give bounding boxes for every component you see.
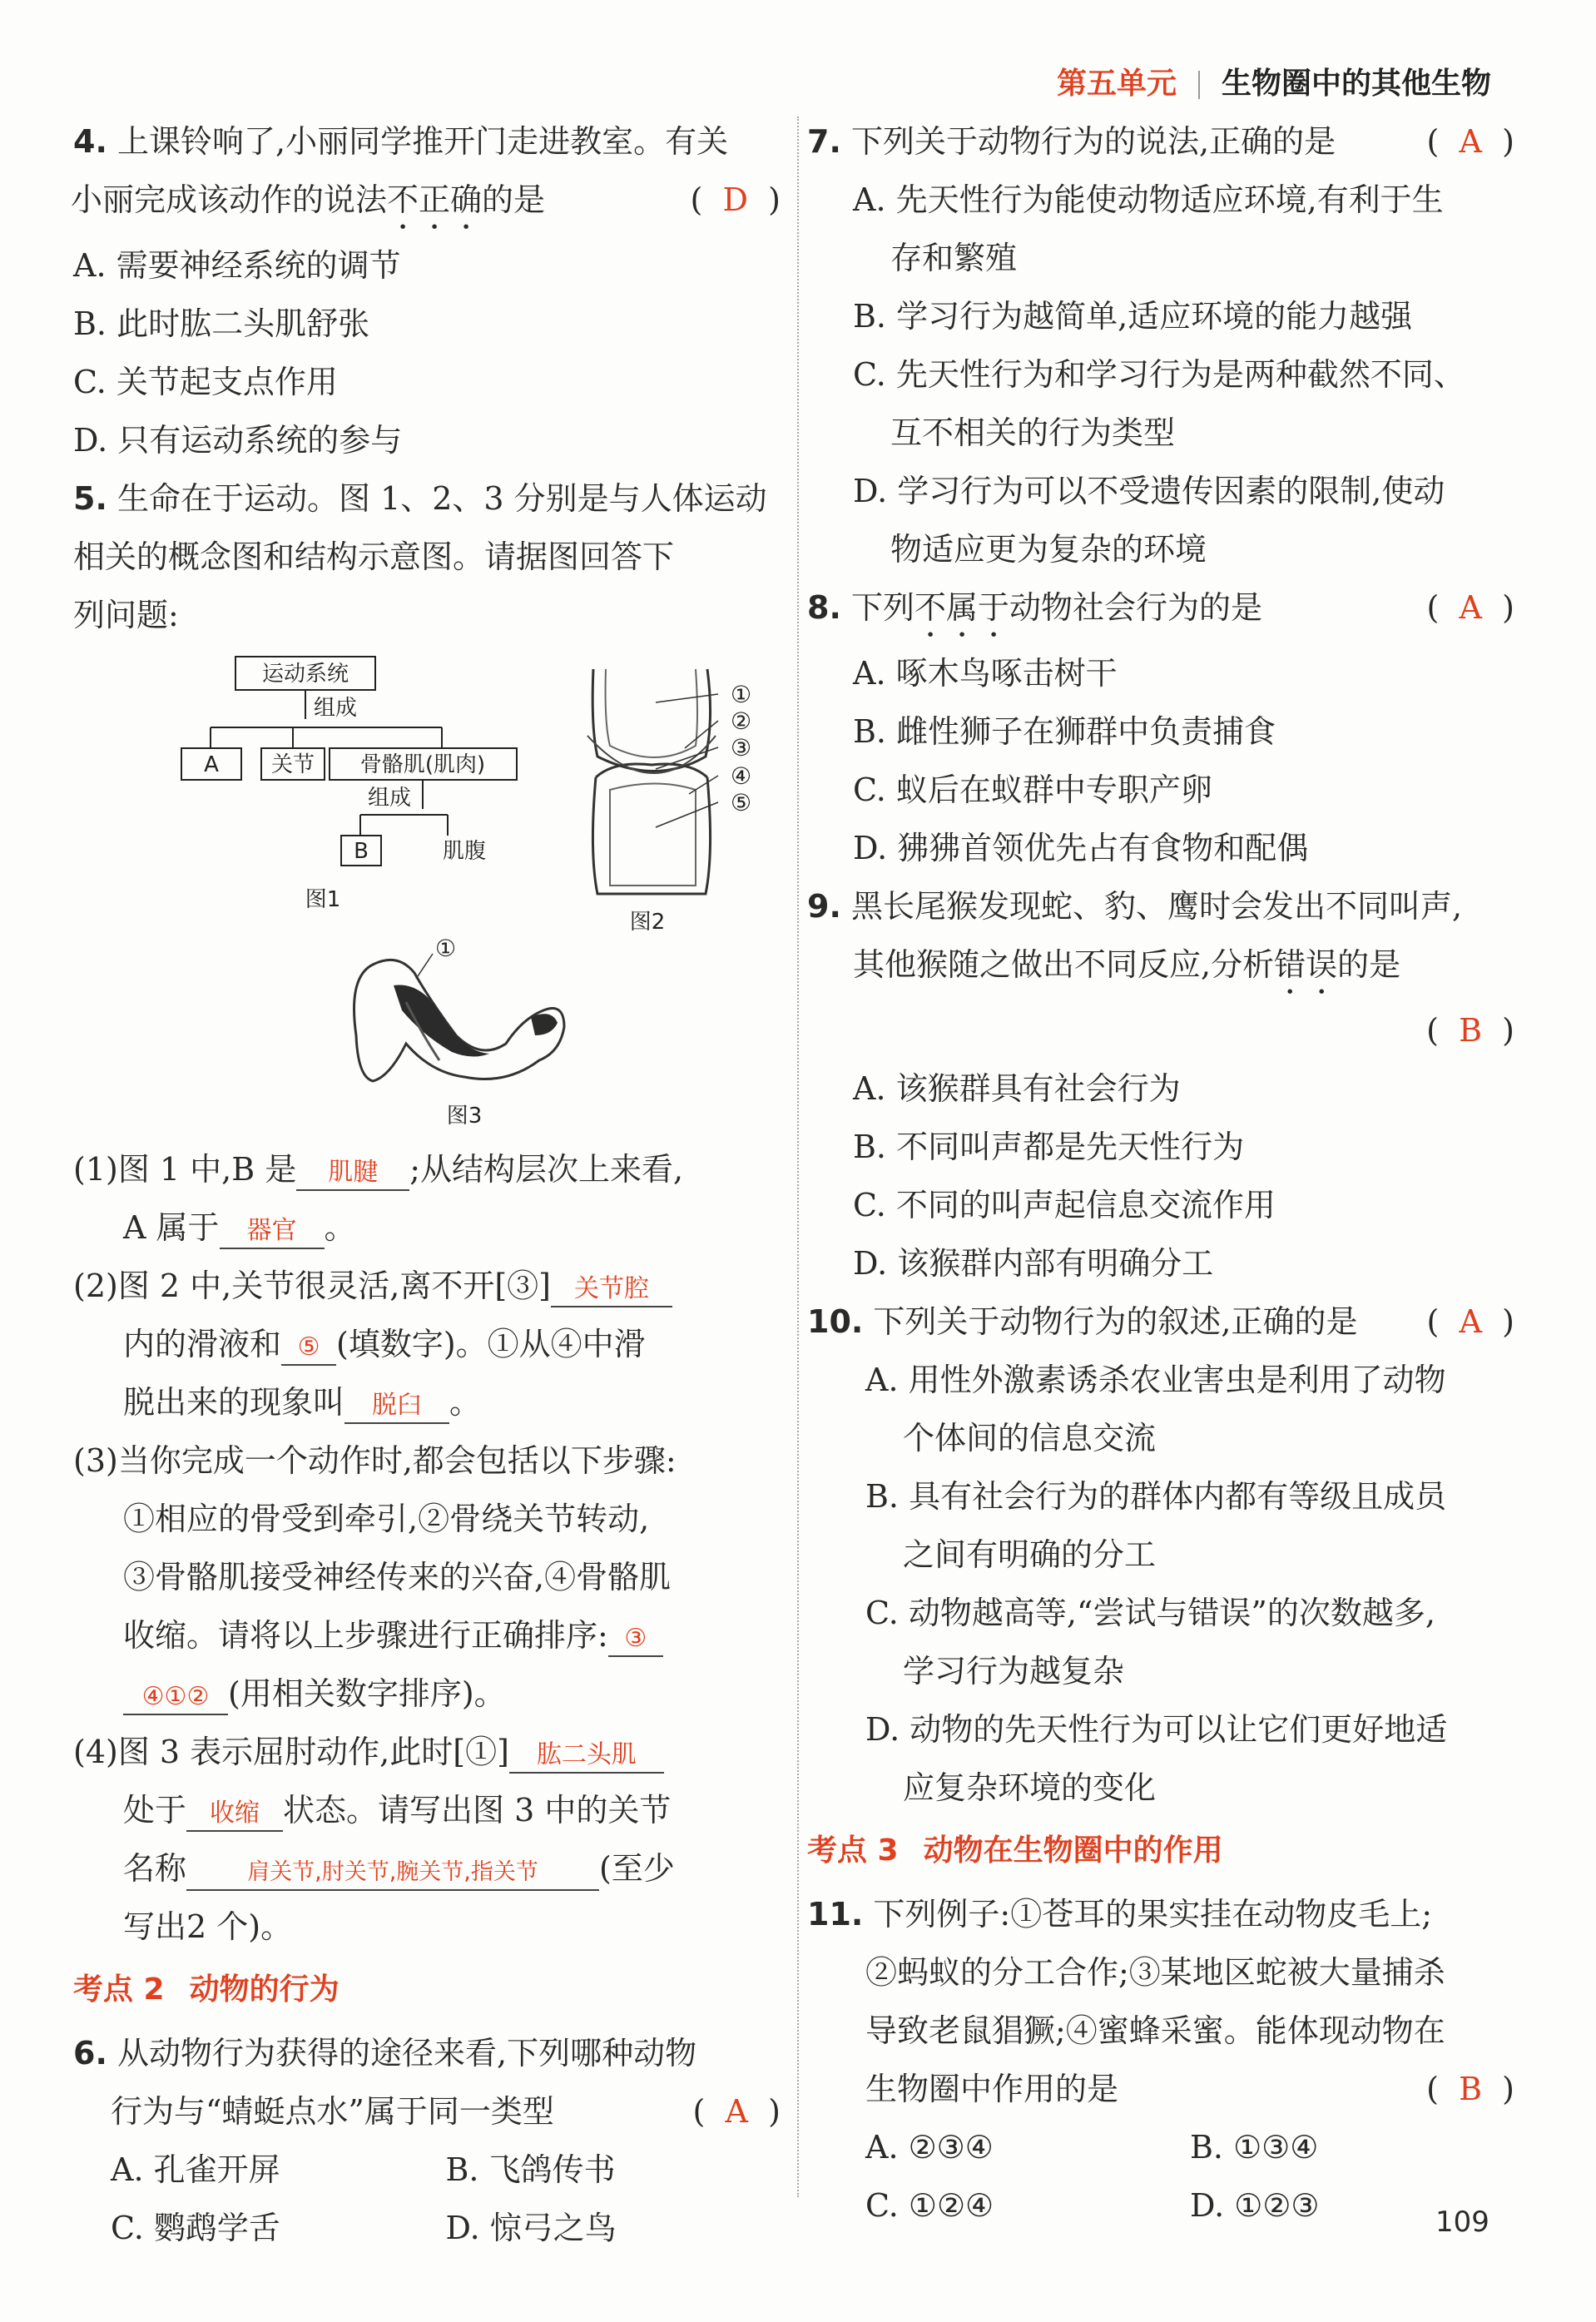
answer-blank: 肌腱 xyxy=(296,1156,409,1191)
option-text: 物适应更为复杂的环境 xyxy=(890,531,1207,568)
sub-question-3: ①相应的骨受到牵引,②骨绕关节转动, xyxy=(123,1501,650,1537)
page-number: 109 xyxy=(1435,2205,1489,2239)
sub-question-2: (填数字)。①从④中滑 xyxy=(336,1326,646,1362)
question-number: 7. xyxy=(807,123,841,160)
question-7 xyxy=(807,112,1514,578)
question-stem: 的是 xyxy=(1337,946,1401,983)
question-4 xyxy=(73,112,781,469)
answer-blank: ④①② xyxy=(123,1680,228,1715)
question-stem: 生命在于运动。图 1、2、3 分别是与人体运动 xyxy=(116,480,767,517)
question-stem: 下列关于动物行为的叙述,正确的是 xyxy=(873,1303,1358,1340)
sub-question-4: 处于 xyxy=(123,1792,187,1828)
figures xyxy=(73,644,781,1135)
option-text: D. 学习行为可以不受遗传因素的限制,使动 xyxy=(853,473,1445,509)
option: A. 需要神经系统的调节 xyxy=(73,247,401,284)
figure-2-joint-diagram xyxy=(587,669,751,935)
sub-question-3: 收缩。请将以上步骤进行正确排序: xyxy=(123,1617,608,1654)
option: D. 该猴群内部有明确分工 xyxy=(853,1245,1214,1282)
option: D. 只有运动系统的参与 xyxy=(73,422,403,459)
fig1-box-joint: 关节 xyxy=(270,752,315,777)
option: B. 此时肱二头肌舒张 xyxy=(73,305,370,342)
question-number: 6. xyxy=(73,2035,107,2071)
answer: A xyxy=(1459,589,1482,626)
question-9 xyxy=(807,877,1514,1292)
answer-blank: 器官 xyxy=(220,1214,325,1249)
option: C. 关节起支点作用 xyxy=(73,364,338,400)
option-text: B. 具有社会行为的群体内都有等级且成员 xyxy=(865,1478,1447,1515)
question-5 xyxy=(73,469,781,1956)
question-stem: 生物圈中作用的是 xyxy=(865,2071,1119,2107)
options-row xyxy=(807,2176,1514,2235)
sub-question-1: ;从结构层次上来看, xyxy=(409,1151,684,1188)
option: B. 雌性狮子在狮群中负责捕食 xyxy=(853,713,1276,750)
question-stem: 导致老鼠猖獗;④蜜蜂采蜜。能体现动物在 xyxy=(865,2012,1445,2049)
option-text: 存和繁殖 xyxy=(890,240,1018,276)
question-stem: 黑长尾猴发现蛇、豹、鹰时会发出不同叫声, xyxy=(850,888,1463,925)
sub-question-3: (用相关数字排序)。 xyxy=(228,1675,506,1712)
option-text: A. 用性外激素诱杀农业害虫是利用了动物 xyxy=(865,1362,1446,1398)
fig2-label-1: ① xyxy=(731,681,752,708)
option: C. 不同的叫声起信息交流作用 xyxy=(853,1187,1276,1223)
answer-bracket: ( A ) xyxy=(1426,123,1514,160)
question-stem: 动物社会行为的是 xyxy=(1009,589,1263,626)
question-stem: 小丽完成该动作的说法 xyxy=(71,181,388,218)
question-stem: 从动物行为获得的途径来看,下列哪种动物 xyxy=(116,2035,697,2071)
question-8 xyxy=(807,578,1514,877)
question-stem: ②蚂蚁的分工合作;③某地区蛇被大量捕杀 xyxy=(865,1954,1445,1991)
option: C. 蚁后在蚁群中专职产卵 xyxy=(853,772,1212,808)
option xyxy=(807,1351,1514,1467)
fig1-compose-label: 组成 xyxy=(313,696,358,721)
answer-blank: 肱二头肌 xyxy=(509,1739,664,1774)
question-stem: 列问题: xyxy=(73,597,179,633)
option-text: D. 动物的先天性行为可以让它们更好地适 xyxy=(865,1711,1448,1748)
sub-question-1: A 属于 xyxy=(123,1209,220,1246)
sub-question-2: 内的滑液和 xyxy=(123,1326,282,1362)
option: D. 狒狒首领优先占有食物和配偶 xyxy=(853,830,1309,866)
fig1-caption: 图1 xyxy=(305,887,341,912)
sub-question-2: 脱出来的现象叫 xyxy=(123,1384,345,1421)
header-separator xyxy=(1198,71,1200,99)
question-number: 8. xyxy=(807,589,841,626)
option xyxy=(807,345,1514,462)
option: A. 啄木鸟啄击树干 xyxy=(853,655,1118,692)
options-row xyxy=(73,2141,781,2199)
fig1-box-b: B xyxy=(354,839,369,864)
answer-bracket: ( A ) xyxy=(1426,589,1514,626)
sub-question-4: (4)图 3 表示屈肘动作,此时[①] xyxy=(73,1734,509,1770)
question-number: 11. xyxy=(807,1896,864,1933)
option: B. ①③④ xyxy=(1190,2129,1319,2166)
option-text: 应复杂环境的变化 xyxy=(903,1769,1157,1806)
answer-bracket: ( B ) xyxy=(1426,2071,1514,2107)
answer: B xyxy=(1459,1012,1482,1049)
fig1-box-muscle: 骨骼肌(肌肉) xyxy=(359,752,486,777)
question-stem: 相关的概念图和结构示意图。请据图回答下 xyxy=(73,538,675,575)
option: B. 不同叫声都是先天性行为 xyxy=(853,1129,1245,1165)
option-text: 学习行为越复杂 xyxy=(903,1653,1125,1689)
answer-bracket: ( A ) xyxy=(1426,1303,1514,1340)
answer-bracket: ( D ) xyxy=(690,181,781,218)
question-number: 5. xyxy=(73,480,107,517)
answer-blank: 关节腔 xyxy=(551,1273,672,1307)
option: B. 飞鸽传书 xyxy=(445,2151,616,2188)
answer: A xyxy=(725,2093,748,2130)
options-row xyxy=(807,2118,1514,2176)
option: A. 该猴群具有社会行为 xyxy=(853,1070,1181,1107)
sub-question-1: (1)图 1 中,B 是 xyxy=(73,1151,297,1188)
fig2-caption: 图2 xyxy=(629,910,666,935)
option: C. ①②④ xyxy=(865,2187,994,2224)
option: A. ②③④ xyxy=(865,2129,994,2166)
question-stem: 下列 xyxy=(850,589,914,626)
question-stem: 下列例子:①苍耳的果实挂在动物皮毛上; xyxy=(873,1896,1433,1933)
figure-diagrams xyxy=(73,644,781,1135)
section-label: 考点 2 xyxy=(73,1972,165,2007)
option-text: B. 学习行为越简单,适应环境的能力越强 xyxy=(853,298,1413,335)
sub-question-4: 名称 xyxy=(123,1850,187,1887)
option xyxy=(807,171,1514,287)
question-number: 10. xyxy=(807,1303,864,1340)
fig3-label-1: ① xyxy=(435,935,457,962)
sub-question-2: (2)图 2 中,关节很灵活,离不开[③] xyxy=(73,1268,551,1304)
answer-blank: ⑤ xyxy=(281,1331,336,1366)
section-name: 动物在生物圈中的作用 xyxy=(923,1833,1223,1868)
right-column xyxy=(807,112,1514,2235)
option: D. 惊弓之鸟 xyxy=(445,2210,617,2246)
option-text: C. 动物越高等,“尝试与错误”的次数越多, xyxy=(865,1595,1435,1631)
section-label: 考点 3 xyxy=(807,1833,899,1868)
answer: A xyxy=(1459,1303,1482,1340)
question-11 xyxy=(807,1885,1514,2235)
question-stem: 上课铃响了,小丽同学推开门走进教室。有关 xyxy=(116,123,729,160)
option: C. 鹦鹉学舌 xyxy=(111,2210,280,2246)
question-stem: 其他猴随之做出不同反应,分析 xyxy=(853,946,1275,983)
question-number: 9. xyxy=(807,888,841,925)
option-text: 之间有明确的分工 xyxy=(903,1536,1157,1573)
answer: A xyxy=(1459,123,1482,160)
answer-bracket: ( A ) xyxy=(692,2093,781,2130)
option xyxy=(807,1584,1514,1700)
option-text: 互不相关的行为类型 xyxy=(890,414,1176,451)
sub-question-4: 写出2 个)。 xyxy=(123,1908,293,1945)
fig2-label-4: ④ xyxy=(731,762,752,790)
unit-title: 生物圈中的其他生物 xyxy=(1222,67,1492,101)
fig2-label-2: ② xyxy=(731,707,752,735)
section-heading-3 xyxy=(807,1822,1514,1880)
fig3-caption: 图3 xyxy=(446,1104,483,1129)
column-divider xyxy=(797,117,799,2197)
punctuation: 。 xyxy=(449,1384,482,1421)
figure-1-concept-map xyxy=(181,657,517,912)
sub-question-4: (至少 xyxy=(599,1850,675,1887)
option xyxy=(807,287,1514,345)
fig2-label-3: ③ xyxy=(731,734,752,762)
left-column xyxy=(73,112,781,2257)
sub-question-3: ③骨骼肌接受神经传来的兴奋,④骨骼肌 xyxy=(123,1559,672,1595)
answer-blank: 收缩 xyxy=(186,1797,283,1832)
options-row xyxy=(73,2199,781,2257)
page-header xyxy=(1057,60,1491,102)
answer-blank: 脱臼 xyxy=(344,1389,449,1424)
emphasis-text: 错误 xyxy=(1274,946,1338,983)
option-text: 个体间的信息交流 xyxy=(903,1420,1157,1456)
question-10 xyxy=(807,1292,1514,1817)
answer-blank: 肩关节,肘关节,腕关节,指关节 xyxy=(186,1856,599,1891)
option xyxy=(807,462,1514,578)
fig1-top-label: 运动系统 xyxy=(261,662,349,687)
sub-question-3: (3)当你完成一个动作时,都会包括以下步骤: xyxy=(73,1442,677,1479)
fig1-box-a: A xyxy=(204,752,219,777)
punctuation: 。 xyxy=(324,1209,356,1246)
option: D. ①②③ xyxy=(1190,2187,1320,2224)
answer: B xyxy=(1459,2071,1482,2107)
fig1-compose-label-2: 组成 xyxy=(367,786,412,811)
fig2-label-5: ⑤ xyxy=(731,789,752,816)
answer-bracket: ( B ) xyxy=(1426,1012,1514,1049)
emphasis-text: 不正确 xyxy=(387,181,483,218)
figure-3-arm-diagram xyxy=(354,935,565,1129)
fig1-belly-label: 肌腹 xyxy=(442,839,487,864)
sub-question-4: 状态。请写出图 3 中的关节 xyxy=(283,1792,672,1828)
question-stem: 行为与“蜻蜓点水”属于同一类型 xyxy=(111,2093,554,2130)
emphasis-text: 不属于 xyxy=(914,589,1010,626)
option-text: C. 先天性行为和学习行为是两种截然不同、 xyxy=(853,356,1465,393)
answer-blank: ③ xyxy=(608,1622,663,1657)
option xyxy=(807,1700,1514,1817)
question-stem: 的是 xyxy=(482,181,546,218)
option: A. 孔雀开屏 xyxy=(111,2151,280,2188)
option-text: A. 先天性行为能使动物适应环境,有利于生 xyxy=(853,181,1444,218)
section-heading-2 xyxy=(73,1961,781,2019)
question-stem: 下列关于动物行为的说法,正确的是 xyxy=(850,123,1336,160)
answer: D xyxy=(722,181,748,218)
option xyxy=(807,1467,1514,1584)
question-number: 4. xyxy=(73,123,107,160)
unit-label: 第五单元 xyxy=(1057,67,1177,101)
question-6 xyxy=(73,2024,781,2257)
section-name: 动物的行为 xyxy=(189,1972,340,2007)
